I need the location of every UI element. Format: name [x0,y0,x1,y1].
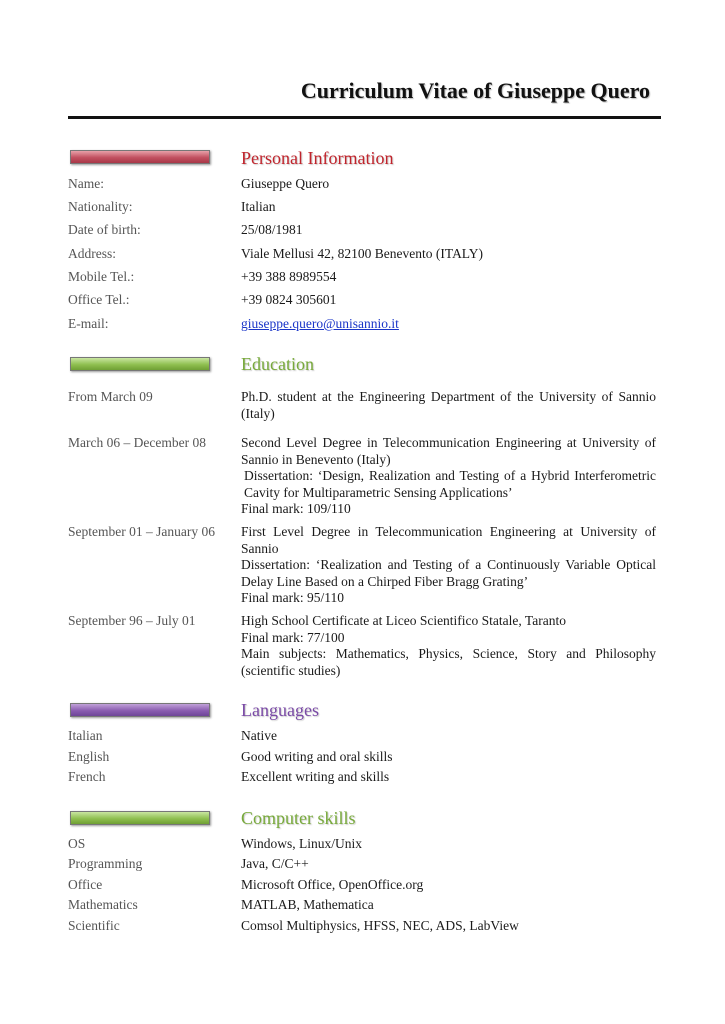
entry-line: Ph.D. student at the Engineering Department of the University of Sannio (Italy) [241,389,656,421]
row-value: Native [241,728,277,743]
row-value: +39 0824 305601 [241,292,337,307]
row-value: Windows, Linux/Unix [241,836,362,851]
education-section-bar [70,357,210,371]
row-label: OS [68,836,86,851]
entry-period: September 01 – January 06 [68,524,215,539]
row-value: Excellent writing and skills [241,769,390,784]
row-value: +39 388 8989554 [241,269,337,284]
entry-period: From March 09 [68,389,153,404]
computer-section-bar [70,811,210,825]
entry-line: Final mark: 109/110 [241,501,351,516]
row-value: 25/08/1981 [241,222,303,237]
row-value: Microsoft Office, OpenOffice.org [241,877,424,892]
row-value: Italian [241,199,276,214]
row-value: Giuseppe Quero [241,176,330,191]
row-label: E-mail: [68,316,109,331]
personal-section-bar [70,150,210,164]
computer-heading: Computer skills [241,808,356,828]
row-value: Java, C/C++ [241,856,309,871]
education-heading: Education [241,354,314,374]
row-label: French [68,769,106,784]
title-divider [68,116,661,119]
row-label: Nationality: [68,199,133,214]
entry-period: March 06 – December 08 [68,435,206,450]
languages-heading: Languages [241,700,319,720]
entry-line: Final mark: 95/110 [241,590,344,605]
row-value: MATLAB, Mathematica [241,897,374,912]
email-link[interactable]: giuseppe.quero@unisannio.it [241,316,399,331]
row-label: Name: [68,176,104,191]
row-label: Office [68,877,103,892]
row-label: Office Tel.: [68,292,130,307]
row-value: Good writing and oral skills [241,749,393,764]
row-label: Italian [68,728,103,743]
entry-period: September 96 – July 01 [68,613,196,628]
entry-line: Second Level Degree in Telecommunication Engineering at University of Sannio in Benevento (Italy) [241,435,656,467]
row-label: Mobile Tel.: [68,269,135,284]
entry-line: Dissertation: ‘Realization and Testing of a Continuously Variable Optical Delay Line Based on a Chirped Fiber Bragg Grating’ [241,557,656,589]
row-label: Date of birth: [68,222,141,237]
row-label: Programming [68,856,143,871]
row-label: Mathematics [68,897,138,912]
row-label: English [68,749,110,764]
row-label: Scientific [68,918,120,933]
entry-line: Dissertation: ‘Design, Realization and Testing of a Hybrid Interferometric Cavity for Multiparametric Sensing Applications’ [244,468,656,500]
page-title: Curriculum Vitae of Giuseppe Quero [300,78,650,103]
row-value: Viale Mellusi 42, 82100 Benevento (ITALY) [241,246,483,261]
entry-line: Final mark: 77/100 [241,629,345,645]
row-value: Comsol Multiphysics, HFSS, NEC, ADS, LabView [241,918,519,933]
personal-heading: Personal Information [241,148,394,168]
entry-line: Main subjects: Mathematics, Physics, Science, Story and Philosophy (scientific studies) [241,646,656,678]
entry-line: First Level Degree in Telecommunication Engineering at University of Sannio [241,524,656,556]
entry-line: High School Certificate at Liceo Scientifico Statale, Taranto [241,613,566,628]
row-label: Address: [68,246,116,261]
languages-section-bar [70,703,210,717]
